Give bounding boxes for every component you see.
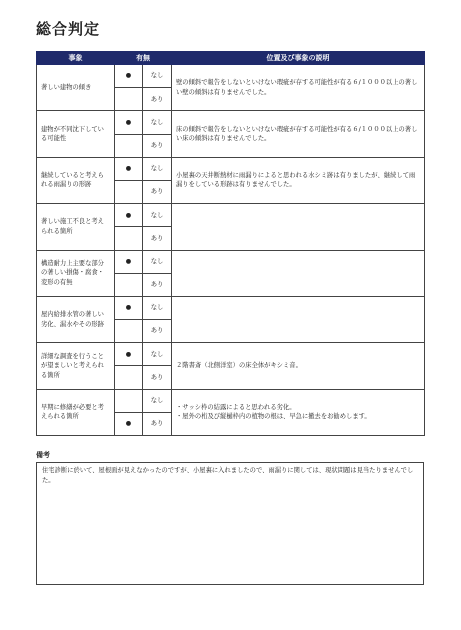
row-8-option-present: あり [143, 412, 172, 435]
row-2-present-mark [115, 134, 143, 157]
row-3-present-mark [115, 180, 143, 203]
row-3-option-none: なし [143, 157, 172, 180]
selected-dot-icon: ● [125, 72, 132, 80]
row-6-option-present: あり [143, 320, 172, 343]
row-7-present-mark [115, 366, 143, 389]
row-1-present-mark [115, 88, 143, 111]
row-1-description: 壁の傾斜で報告をしないといけない瑕疵が存する可能性が有る６/１０００以上の著しい壁の傾斜は有りませんでした。 [172, 65, 425, 111]
row-6-none-mark [115, 296, 143, 319]
row-1-option-present: あり [143, 88, 172, 111]
row-5-item: 構造耐力上主要な部分の著しい損傷・腐食・変形の有無 [37, 250, 115, 296]
row-2-option-present: あり [143, 134, 172, 157]
selected-dot-icon: ● [125, 304, 132, 312]
row-8-option-none: なし [143, 389, 172, 412]
selected-dot-icon: ● [125, 257, 132, 265]
header-presence: 有無 [115, 52, 172, 65]
row-3-none-mark [115, 157, 143, 180]
selected-dot-icon: ● [125, 350, 132, 358]
row-4-option-none: なし [143, 204, 172, 227]
row-3-description: 小屋裏の天井断熱材に雨漏りによると思われる水シミ跡は有りましたが、継続して雨漏りをしている形跡は有りませんでした。 [172, 157, 425, 203]
row-5-option-present: あり [143, 273, 172, 296]
row-2-none-mark [115, 111, 143, 134]
row-2-description: 床の傾斜で報告をしないといけない瑕疵が存する可能性が有る６/１０００以上の著しい床の傾斜は有りませんでした。 [172, 111, 425, 157]
row-7-option-present: あり [143, 366, 172, 389]
row-3-item: 継続していると考えられる雨漏りの形跡 [37, 157, 115, 203]
row-1-option-none: なし [143, 65, 172, 88]
row-8-description-line-1: ・サッシ枠の結露によると思われる劣化。 [176, 403, 296, 411]
remarks-text: 住宅診断に於いて、屋根面が見えなかったのですが、小屋裏に入れましたので、雨漏りに関しては、現状問題は見当たりませんでした。 [36, 462, 424, 585]
remarks-label: 備考 [36, 451, 50, 459]
row-2-item: 建物が不同沈下している可能性 [37, 111, 115, 157]
row-5-option-none: なし [143, 250, 172, 273]
selected-dot-icon: ● [125, 118, 132, 126]
row-4-item: 著しい施工不良と考えられる箇所 [37, 204, 115, 250]
row-7-description: ２階書斎（北側洋室）の床全体がキシミ音。 [172, 343, 425, 389]
row-7-item: 詳細な調査を行うことが望ましいと考えられる箇所 [37, 343, 115, 389]
row-5-none-mark [115, 250, 143, 273]
row-6-option-none: なし [143, 296, 172, 319]
row-7-none-mark [115, 343, 143, 366]
row-4-description [172, 204, 425, 250]
header-item: 事象 [37, 52, 115, 65]
page-title: 総合判定 [36, 20, 101, 38]
row-7-option-none: なし [143, 343, 172, 366]
row-3-option-present: あり [143, 180, 172, 203]
selected-dot-icon: ● [125, 165, 132, 173]
row-4-present-mark [115, 227, 143, 250]
row-8-none-mark [115, 389, 143, 412]
selected-dot-icon: ● [125, 420, 132, 428]
row-8-description [172, 389, 425, 435]
row-6-item: 屋内給排水管の著しい劣化、漏水やその形跡 [37, 296, 115, 342]
header-description: 位置及び事象の説明 [172, 52, 425, 65]
row-8-description-line-2: ・屋外の桁及び縦樋枠内の植物の根は、早急に撤去をお勧めします。 [176, 413, 371, 421]
row-5-description [172, 250, 425, 296]
row-1-item: 著しい建物の傾き [37, 65, 115, 111]
row-8-item: 早期に修繕が必要と考えられる箇所 [37, 389, 115, 435]
row-2-option-none: なし [143, 111, 172, 134]
row-6-present-mark [115, 320, 143, 343]
row-4-option-present: あり [143, 227, 172, 250]
row-8-present-mark [115, 412, 143, 435]
selected-dot-icon: ● [125, 211, 132, 219]
judgment-table [36, 51, 425, 436]
row-4-none-mark [115, 204, 143, 227]
row-6-description [172, 296, 425, 342]
row-5-present-mark [115, 273, 143, 296]
row-1-none-mark [115, 65, 143, 88]
